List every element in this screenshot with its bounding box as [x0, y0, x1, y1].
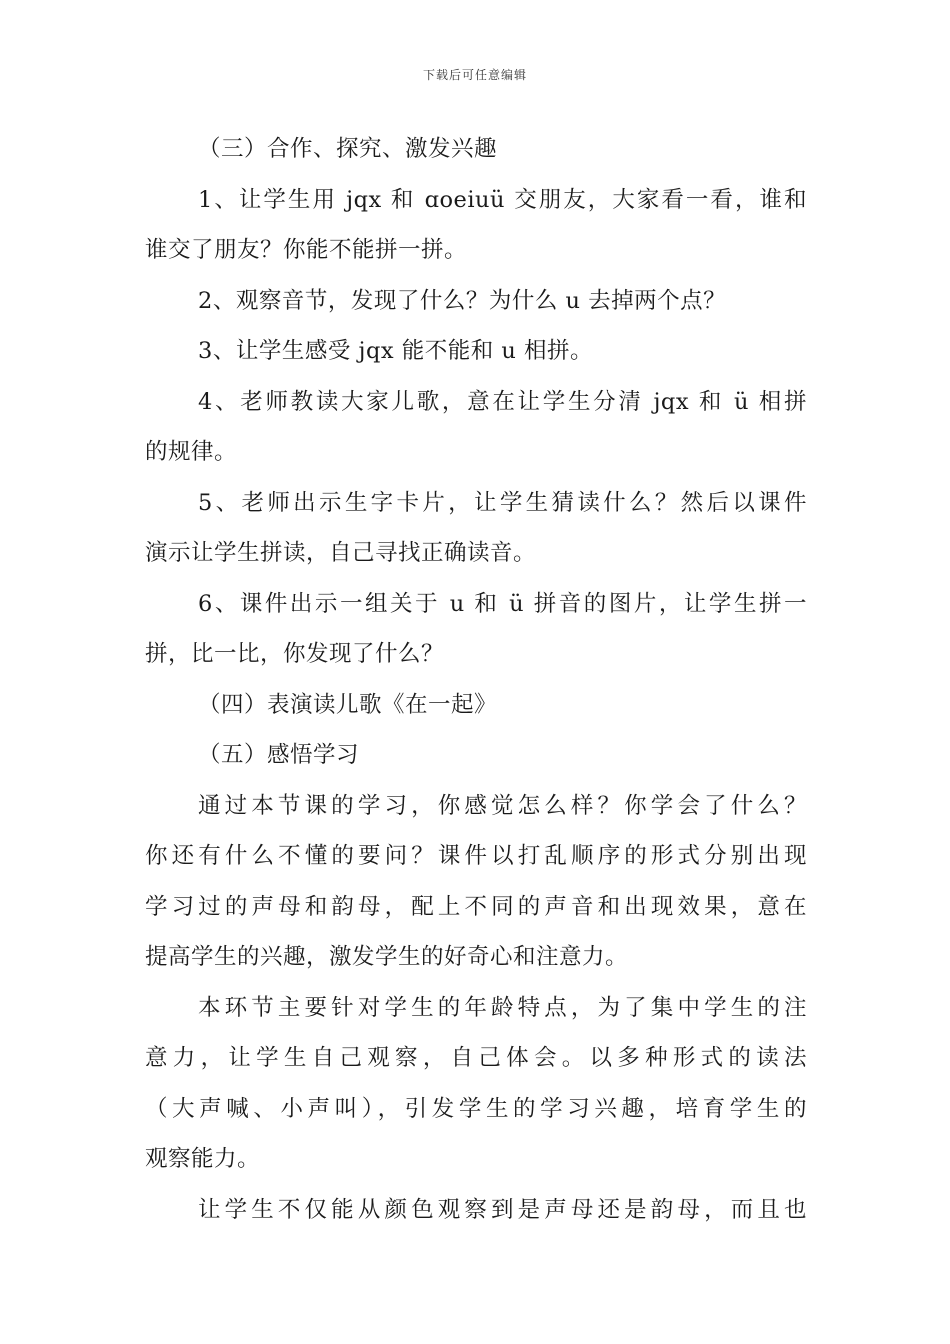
page-header: 下载后可任意编辑 — [422, 68, 527, 82]
text-line: （三）合作、探究、激发兴趣 — [198, 136, 498, 162]
text-line: 6、课件出示一组关于 u 和 ü 拼音的图片，让学生拼一 — [198, 590, 807, 617]
text-line: 本环节主要针对学生的年龄特点，为了集中学生的注 — [198, 994, 807, 1021]
text-line: 学习过的声母和韵母，配上不同的声音和出现效果，意在 — [145, 893, 807, 920]
text-line: 4、老师教读大家儿歌，意在让学生分清 jqx 和 ü 相拼 — [198, 388, 807, 415]
text-line: 3、让学生感受 jqx 能不能和 u 相拼。 — [198, 338, 593, 364]
text-line: 2、观察音节，发现了什么？为什么 u 去掉两个点？ — [198, 287, 727, 314]
text-line: 你还有什么不懂的要问？课件以打乱顺序的形式分别出现 — [145, 843, 807, 869]
text-line: 拼，比一比，你发现了什么？ — [145, 641, 445, 667]
text-line: （五）感悟学习 — [198, 742, 360, 768]
document-body — [145, 124, 807, 1235]
text-line: 意力，让学生自己观察，自己体会。以多种形式的读法 — [145, 1045, 807, 1071]
text-line: 演示让学生拼读，自己寻找正确读音。 — [145, 540, 537, 566]
text-line: （四）表演读儿歌《在一起》 — [198, 691, 498, 718]
text-line: 谁交了朋友？你能不能拼一拼。 — [145, 237, 468, 263]
text-line: （大声喊、小声叫），引发学生的学习兴趣，培育学生的 — [145, 1095, 807, 1122]
text-line: 观察能力。 — [145, 1146, 261, 1172]
text-line: 通过本节课的学习，你感觉怎么样？你学会了什么？ — [198, 792, 807, 819]
text-line: 1、让学生用 jqx 和 ɑoeiuü 交朋友，大家看一看，谁和 — [198, 186, 807, 213]
text-line: 提高学生的兴趣，激发学生的好奇心和注意力。 — [145, 944, 629, 970]
text-line: 5、老师出示生字卡片，让学生猜读什么？然后以课件 — [198, 489, 807, 516]
text-line: 让学生不仅能从颜色观察到是声母还是韵母，而且也 — [198, 1196, 807, 1223]
text-line: 的规律。 — [145, 439, 238, 465]
